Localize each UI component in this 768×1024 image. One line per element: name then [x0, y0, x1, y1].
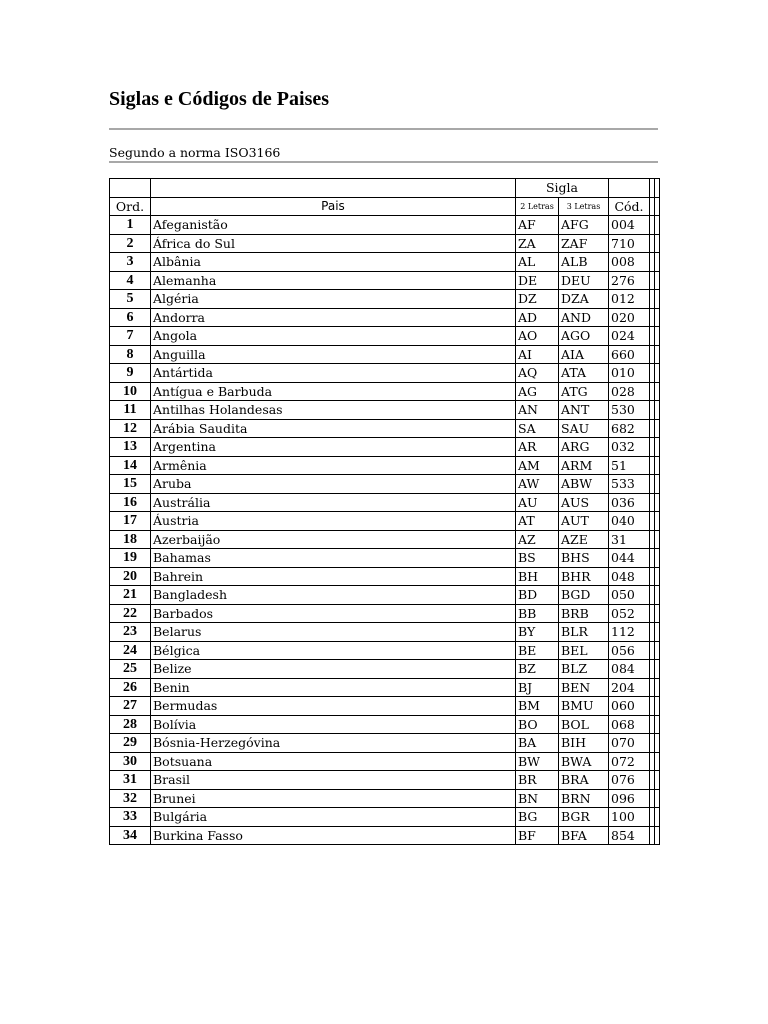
table-header-row-1 — [110, 179, 660, 198]
header-empty-pais — [151, 179, 516, 198]
row-numeric-code: 048 — [609, 567, 650, 586]
row-alpha3: BEL — [559, 641, 609, 660]
table-row — [110, 734, 660, 753]
row-numeric-code: 056 — [609, 641, 650, 660]
row-alpha2: BE — [516, 641, 559, 660]
row-alpha3: BFA — [559, 826, 609, 845]
table-body — [110, 216, 660, 845]
row-numeric-code: 070 — [609, 734, 650, 753]
row-ord: 16 — [110, 493, 151, 512]
row-country-name: Bahrein — [151, 567, 516, 586]
row-alpha3: AIA — [559, 345, 609, 364]
row-alpha2: AL — [516, 253, 559, 272]
row-alpha2: BM — [516, 697, 559, 716]
row-country-name: Belarus — [151, 623, 516, 642]
row-alpha2: BJ — [516, 678, 559, 697]
row-numeric-code: 084 — [609, 660, 650, 679]
row-alpha3: DEU — [559, 271, 609, 290]
row-alpha3: AGO — [559, 327, 609, 346]
table-row — [110, 789, 660, 808]
row-numeric-code: 076 — [609, 771, 650, 790]
row-country-name: Arábia Saudita — [151, 419, 516, 438]
header-empty-ord — [110, 179, 151, 198]
countries-table — [109, 178, 660, 845]
row-numeric-code: 040 — [609, 512, 650, 531]
row-ord: 30 — [110, 752, 151, 771]
row-alpha2: BB — [516, 604, 559, 623]
row-alpha2: AM — [516, 456, 559, 475]
row-numeric-code: 012 — [609, 290, 650, 309]
row-alpha2: BZ — [516, 660, 559, 679]
row-alpha2: BG — [516, 808, 559, 827]
row-alpha3: SAU — [559, 419, 609, 438]
table-row — [110, 808, 660, 827]
row-country-name: Benin — [151, 678, 516, 697]
row-numeric-code: 204 — [609, 678, 650, 697]
row-ord: 15 — [110, 475, 151, 494]
row-alpha3: BGR — [559, 808, 609, 827]
row-numeric-code: 096 — [609, 789, 650, 808]
row-country-name: Antártida — [151, 364, 516, 383]
row-alpha2: AQ — [516, 364, 559, 383]
row-ord: 27 — [110, 697, 151, 716]
row-alpha2: AF — [516, 216, 559, 235]
row-alpha3: BHR — [559, 567, 609, 586]
row-country-name: Antilhas Holandesas — [151, 401, 516, 420]
row-ord: 32 — [110, 789, 151, 808]
row-ord: 26 — [110, 678, 151, 697]
header-ord: Ord. — [110, 197, 151, 216]
row-alpha2: BF — [516, 826, 559, 845]
row-country-name: Belize — [151, 660, 516, 679]
row-country-name: Burkina Fasso — [151, 826, 516, 845]
row-country-name: Bangladesh — [151, 586, 516, 605]
table-row — [110, 308, 660, 327]
table-row — [110, 234, 660, 253]
row-numeric-code: 036 — [609, 493, 650, 512]
table-row — [110, 475, 660, 494]
row-numeric-code: 682 — [609, 419, 650, 438]
table-row — [110, 660, 660, 679]
table-row — [110, 678, 660, 697]
row-ord: 19 — [110, 549, 151, 568]
row-alpha3: ARG — [559, 438, 609, 457]
header-2-letras: 2 Letras — [516, 197, 559, 216]
row-country-name: Argentina — [151, 438, 516, 457]
row-alpha3: BRA — [559, 771, 609, 790]
row-alpha2: AT — [516, 512, 559, 531]
table-row — [110, 641, 660, 660]
row-ord: 21 — [110, 586, 151, 605]
row-ord: 9 — [110, 364, 151, 383]
row-country-name: Anguilla — [151, 345, 516, 364]
row-alpha3: AUS — [559, 493, 609, 512]
row-country-name: Azerbaijão — [151, 530, 516, 549]
table-row — [110, 826, 660, 845]
row-alpha3: BRB — [559, 604, 609, 623]
header-sigla: Sigla — [516, 179, 609, 198]
page-subtitle: Segundo a norma ISO3166 — [109, 145, 281, 160]
row-alpha3: ATA — [559, 364, 609, 383]
row-ord: 6 — [110, 308, 151, 327]
table-row — [110, 290, 660, 309]
page-title: Siglas e Códigos de Paises — [109, 88, 330, 110]
row-ord: 29 — [110, 734, 151, 753]
row-alpha3: BHS — [559, 549, 609, 568]
table-row — [110, 456, 660, 475]
row-alpha2: AI — [516, 345, 559, 364]
row-country-name: Áustria — [151, 512, 516, 531]
row-alpha2: SA — [516, 419, 559, 438]
table-row — [110, 438, 660, 457]
row-ord: 4 — [110, 271, 151, 290]
row-numeric-code: 008 — [609, 253, 650, 272]
table-row — [110, 364, 660, 383]
table-row — [110, 715, 660, 734]
row-alpha3: BIH — [559, 734, 609, 753]
row-alpha3: BWA — [559, 752, 609, 771]
header-3-letras: 3 Letras — [559, 197, 609, 216]
row-numeric-code: 060 — [609, 697, 650, 716]
row-country-name: Bahamas — [151, 549, 516, 568]
table-row — [110, 419, 660, 438]
row-alpha2: BD — [516, 586, 559, 605]
row-alpha2: ZA — [516, 234, 559, 253]
row-alpha3: BLR — [559, 623, 609, 642]
table-row — [110, 512, 660, 531]
row-ord: 11 — [110, 401, 151, 420]
row-alpha2: BN — [516, 789, 559, 808]
table-row — [110, 530, 660, 549]
row-alpha3: BGD — [559, 586, 609, 605]
row-alpha2: AD — [516, 308, 559, 327]
row-country-name: Bósnia-Herzegóvina — [151, 734, 516, 753]
row-alpha2: BO — [516, 715, 559, 734]
row-alpha3: AZE — [559, 530, 609, 549]
row-alpha3: DZA — [559, 290, 609, 309]
row-country-name: Austrália — [151, 493, 516, 512]
row-ord: 24 — [110, 641, 151, 660]
table-row — [110, 623, 660, 642]
row-numeric-code: 072 — [609, 752, 650, 771]
row-alpha2: AO — [516, 327, 559, 346]
row-ord: 2 — [110, 234, 151, 253]
row-alpha2: BW — [516, 752, 559, 771]
row-country-name: Angola — [151, 327, 516, 346]
row-alpha2: AW — [516, 475, 559, 494]
row-ord: 17 — [110, 512, 151, 531]
row-numeric-code: 068 — [609, 715, 650, 734]
row-numeric-code: 276 — [609, 271, 650, 290]
table-row — [110, 752, 660, 771]
row-country-name: Afeganistão — [151, 216, 516, 235]
row-country-name: Bélgica — [151, 641, 516, 660]
row-ord: 14 — [110, 456, 151, 475]
table-row — [110, 345, 660, 364]
row-ord: 34 — [110, 826, 151, 845]
row-ord: 18 — [110, 530, 151, 549]
table-row — [110, 567, 660, 586]
row-numeric-code: 004 — [609, 216, 650, 235]
row-ord: 13 — [110, 438, 151, 457]
table-row — [110, 604, 660, 623]
row-ord: 25 — [110, 660, 151, 679]
header-cod: Cód. — [609, 197, 650, 216]
table-row — [110, 771, 660, 790]
row-country-name: Antígua e Barbuda — [151, 382, 516, 401]
row-country-name: Brasil — [151, 771, 516, 790]
row-numeric-code: 050 — [609, 586, 650, 605]
row-alpha3: BOL — [559, 715, 609, 734]
row-numeric-code: 024 — [609, 327, 650, 346]
row-alpha3: ATG — [559, 382, 609, 401]
row-alpha2: BS — [516, 549, 559, 568]
row-numeric-code: 533 — [609, 475, 650, 494]
divider-top — [109, 128, 658, 130]
header-pais: Pais — [151, 197, 516, 216]
row-ord: 23 — [110, 623, 151, 642]
row-country-name: Andorra — [151, 308, 516, 327]
row-country-name: Armênia — [151, 456, 516, 475]
row-numeric-code: 044 — [609, 549, 650, 568]
table-row — [110, 253, 660, 272]
row-ord: 22 — [110, 604, 151, 623]
row-alpha2: AZ — [516, 530, 559, 549]
row-country-name: Aruba — [151, 475, 516, 494]
row-alpha2: BY — [516, 623, 559, 642]
row-ord: 1 — [110, 216, 151, 235]
row-alpha3: AND — [559, 308, 609, 327]
row-alpha3: AFG — [559, 216, 609, 235]
row-alpha2: AN — [516, 401, 559, 420]
row-numeric-code: 010 — [609, 364, 650, 383]
row-ord: 7 — [110, 327, 151, 346]
row-alpha3: BMU — [559, 697, 609, 716]
row-alpha3: ALB — [559, 253, 609, 272]
row-ord: 12 — [110, 419, 151, 438]
row-country-name: Bolívia — [151, 715, 516, 734]
row-ord: 10 — [110, 382, 151, 401]
row-alpha3: BRN — [559, 789, 609, 808]
row-ord: 20 — [110, 567, 151, 586]
row-country-name: Algéria — [151, 290, 516, 309]
row-ord: 8 — [110, 345, 151, 364]
row-country-name: Botsuana — [151, 752, 516, 771]
row-numeric-code: 710 — [609, 234, 650, 253]
row-country-name: Bulgária — [151, 808, 516, 827]
row-numeric-code: 052 — [609, 604, 650, 623]
row-numeric-code: 020 — [609, 308, 650, 327]
row-alpha2: AU — [516, 493, 559, 512]
row-country-name: Bermudas — [151, 697, 516, 716]
row-numeric-code: 028 — [609, 382, 650, 401]
row-alpha3: ZAF — [559, 234, 609, 253]
row-alpha3: BLZ — [559, 660, 609, 679]
table-row — [110, 216, 660, 235]
row-ord: 28 — [110, 715, 151, 734]
row-alpha2: AR — [516, 438, 559, 457]
row-alpha2: BR — [516, 771, 559, 790]
row-ord: 5 — [110, 290, 151, 309]
table-row — [110, 382, 660, 401]
row-alpha3: ARM — [559, 456, 609, 475]
row-alpha3: BEN — [559, 678, 609, 697]
table-row — [110, 586, 660, 605]
row-country-name: África do Sul — [151, 234, 516, 253]
row-country-name: Barbados — [151, 604, 516, 623]
row-alpha2: DZ — [516, 290, 559, 309]
table-row — [110, 493, 660, 512]
row-alpha2: DE — [516, 271, 559, 290]
row-alpha3: ANT — [559, 401, 609, 420]
table-row — [110, 271, 660, 290]
table-row — [110, 401, 660, 420]
row-alpha3: ABW — [559, 475, 609, 494]
row-ord: 3 — [110, 253, 151, 272]
row-ord: 31 — [110, 771, 151, 790]
row-country-name: Alemanha — [151, 271, 516, 290]
row-alpha2: AG — [516, 382, 559, 401]
table-header-row-2 — [110, 197, 660, 216]
row-country-name: Albânia — [151, 253, 516, 272]
row-numeric-code: 112 — [609, 623, 650, 642]
row-numeric-code: 31 — [609, 530, 650, 549]
table-row — [110, 549, 660, 568]
divider-subtitle — [109, 161, 658, 163]
row-alpha3: AUT — [559, 512, 609, 531]
row-numeric-code: 51 — [609, 456, 650, 475]
header-empty-cod — [609, 179, 650, 198]
row-numeric-code: 032 — [609, 438, 650, 457]
table-row — [110, 697, 660, 716]
row-ord: 33 — [110, 808, 151, 827]
row-numeric-code: 854 — [609, 826, 650, 845]
row-alpha2: BH — [516, 567, 559, 586]
row-country-name: Brunei — [151, 789, 516, 808]
row-alpha2: BA — [516, 734, 559, 753]
table-row — [110, 327, 660, 346]
row-numeric-code: 660 — [609, 345, 650, 364]
row-numeric-code: 100 — [609, 808, 650, 827]
row-numeric-code: 530 — [609, 401, 650, 420]
